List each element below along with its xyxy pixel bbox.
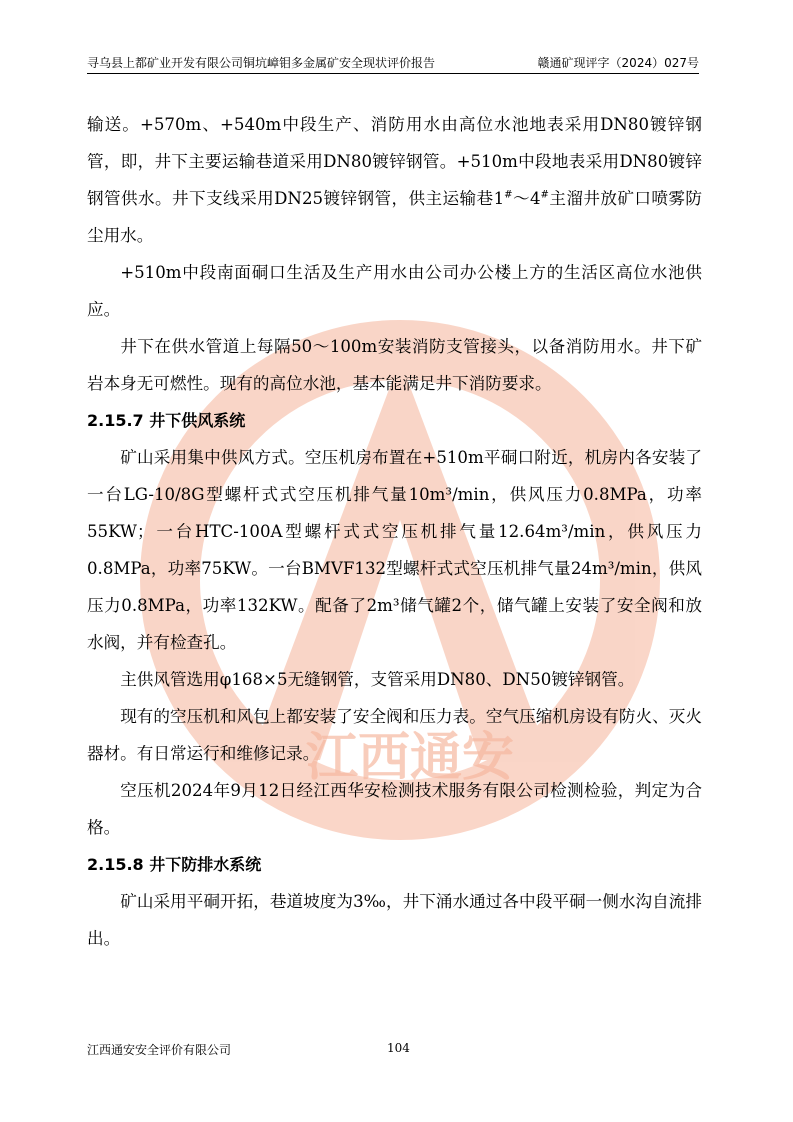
header-report-title: 寻乌县上都矿业开发有限公司铜坑嶂钼多金属矿安全现状评价报告 xyxy=(87,56,436,70)
paragraph-air-pipes: 主供风管选用φ168×5无缝钢管，支管采用DN80、DN50镀锌钢管。 xyxy=(120,670,635,689)
watermark-text: 江西通安 xyxy=(305,728,515,788)
paragraph-air-compressors: 矿山采用集中供风方式。空压机房布置在+510m平硐口附近，机房内各安装了一台LG-10/8G型螺杆式式空压机排气量10m³/min，供风压力0.8MPa，功率55KW；一台HTC-100A型螺杆式式空压机排气量12.64m³/min，供风压力0.8MPa，功率75KW。一台BMVF132型螺杆式式空压机排气量24m³/min，供风压力0.8MPa，功率132KW。配备了2m³储气罐2个，储气罐上安装了安全阀和放水阀，并有检查孔。 xyxy=(87,448,702,652)
paragraph-inspection: 空压机2024年9月12日经江西华安检测技术服务有限公司检测检验，判定为合格。 xyxy=(87,781,702,837)
paragraph-safety-valves: 现有的空压机和风包上都安装了安全阀和压力表。空气压缩机房设有防火、灭火器材。有日常运行和维修记录。 xyxy=(87,707,702,763)
footer-company: 江西通安安全评价有限公司 xyxy=(87,1043,232,1057)
paragraph-fire-water: 井下在供水管道上每隔50～100m安装消防支管接头，以备消防用水。井下矿岩本身无可燃性。现有的高位水池，基本能满足井下消防要求。 xyxy=(87,337,702,393)
page-number: 104 xyxy=(387,1041,410,1055)
page-footer xyxy=(87,1041,699,1058)
paragraph-water-supply: 输送。+570m、+540m中段生产、消防用水由高位水池地表采用DN80镀锌钢管，即，井下主要运输巷道采用DN80镀锌钢管。+510m中段地表采用DN80镀锌钢管供水。井下支线采用DN25镀锌钢管，供主运输巷1#～4#主溜井放矿口喷雾防尘用水。 xyxy=(87,115,703,245)
page-header xyxy=(87,53,699,74)
section-heading-air-supply: 2.15.7 井下供风系统 xyxy=(87,411,246,430)
paragraph-510m-water: +510m中段南面硐口生活及生产用水由公司办公楼上方的生活区高位水池供应。 xyxy=(87,263,702,319)
section-heading-drainage: 2.15.8 井下防排水系统 xyxy=(87,855,262,874)
paragraph-drainage: 矿山采用平硐开拓，巷道坡度为3‰，井下涌水通过各中段平硐一侧水沟自流排出。 xyxy=(87,892,702,948)
document-body xyxy=(87,106,702,957)
header-report-number: 赣通矿现评字（2024）027号 xyxy=(537,56,699,70)
